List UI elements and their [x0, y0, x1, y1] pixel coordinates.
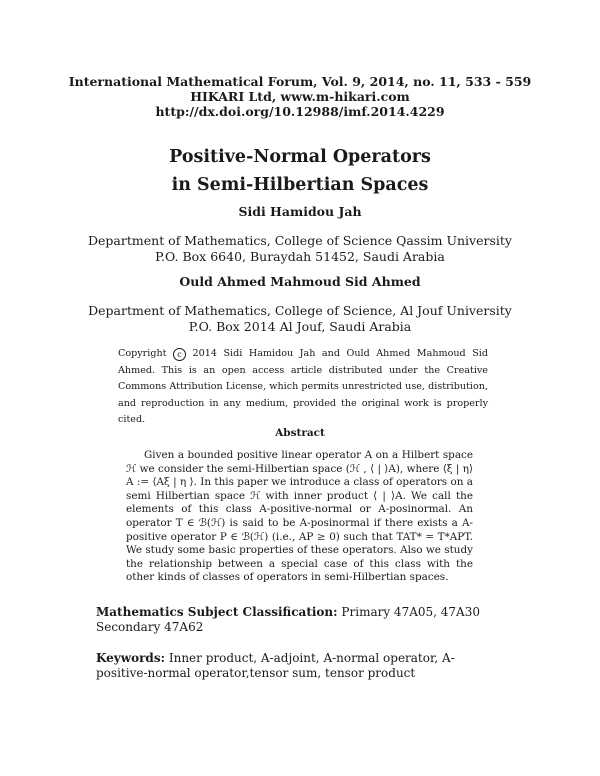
author-affiliation: Department of Mathematics, College of Science, Al Jouf University [88, 303, 512, 318]
author-affiliation: Department of Mathematics, College of Science Qassim University [88, 233, 512, 248]
copyright-label: Copyright [118, 348, 167, 359]
publisher-line: HIKARI Ltd, www.m-hikari.com [190, 89, 410, 104]
author-address: P.O. Box 6640, Buraydah 51452, Saudi Arabia [155, 249, 445, 264]
copyright-notice [118, 346, 488, 429]
copyright-text: 2014 Sidi Hamidou Jah and Ould Ahmed Mahmoud Sid Ahmed. This is an open access article distributed under the Creative Commons Attribution License, which permits unrestricted use, distribution, and reproduction in any medium, provided the original work is properly cited. [118, 348, 488, 425]
msc-classification [96, 605, 506, 635]
author-name: Sidi Hamidou Jah [238, 204, 362, 219]
abstract-text: Given a bounded positive linear operator A on a Hilbert space ℋ we consider the semi-Hilbertian space (ℋ , ⟨ | ⟩A), where ⟨ξ | η⟩A := ⟨Aξ | η ⟩. In this paper we introduce a class of operators on a semi Hilbertian space ℋ with inner product ⟨ | ⟩A. We call the elements of this class A-positive-normal or A-posinormal. An operator T ∈ ℬ(ℋ) is said to be A-posinormal if there exists a A-positive operator P ∈ ℬ(ℋ) (i.e., AP ≥ 0) such that TAT* = T*APT. We study some basic properties of these operators. Also we study the relationship between a special case of this class with the other kinds of classes of operators in semi-Hilbertian spaces. [126, 449, 473, 584]
copyright-icon: c [173, 348, 186, 361]
keywords-value: Inner product, A-adjoint, A-normal operator, A-positive-normal operator,tensor sum, tensor product [96, 651, 455, 680]
msc-label: Mathematics Subject Classification: [96, 605, 338, 619]
author-name: Ould Ahmed Mahmoud Sid Ahmed [179, 274, 421, 289]
msc-value: Primary 47A05, 47A30 Secondary 47A62 [96, 605, 480, 634]
journal-citation: International Mathematical Forum, Vol. 9, 2014, no. 11, 533 - 559 [68, 74, 532, 89]
abstract-body [126, 449, 473, 585]
keywords [96, 651, 506, 681]
paper-title-line2: in Semi-Hilbertian Spaces [171, 175, 429, 195]
keywords-label: Keywords: [96, 651, 166, 665]
paper-title-line1: Positive-Normal Operators [169, 147, 431, 167]
author-address: P.O. Box 2014 Al Jouf, Saudi Arabia [188, 319, 412, 334]
abstract-heading: Abstract [275, 427, 325, 439]
doi-link[interactable]: http://dx.doi.org/10.12988/imf.2014.4229 [155, 104, 445, 119]
